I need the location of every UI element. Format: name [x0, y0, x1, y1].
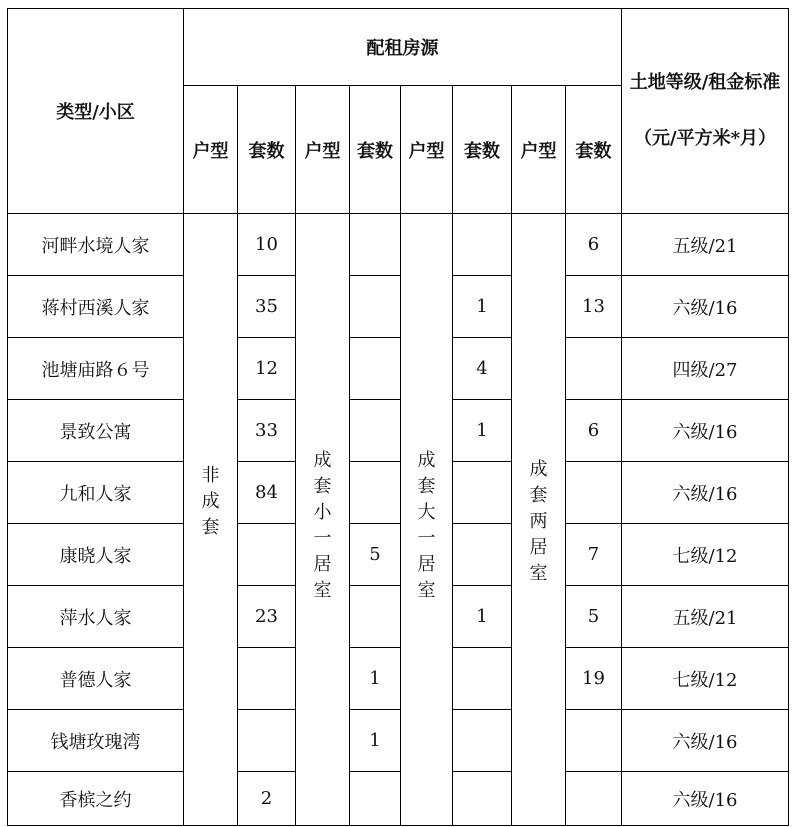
count-big-one-room: 1 [453, 586, 512, 648]
unit-type-char: 非 [201, 464, 220, 486]
count-two-room: 7 [566, 524, 622, 586]
unit-type-char: 居 [417, 553, 436, 575]
unit-type-char: 居 [313, 553, 332, 575]
count-small-one-room: 1 [350, 648, 401, 710]
sub-header-unit-type: 户型 [401, 86, 453, 214]
sub-header-count: 套数 [238, 86, 296, 214]
unit-type-char: 套 [201, 516, 220, 538]
sub-header-count: 套数 [350, 86, 401, 214]
community-name: 萍水人家 [8, 586, 184, 648]
community-name: 钱塘玫瑰湾 [8, 710, 184, 772]
land-rent-standard: 七级/12 [622, 524, 789, 586]
table-row [8, 524, 789, 586]
community-name: 九和人家 [8, 462, 184, 524]
count-big-one-room [453, 648, 512, 710]
count-small-one-room [350, 214, 401, 276]
land-rent-standard: 六级/16 [622, 400, 789, 462]
count-two-room [566, 772, 622, 826]
count-non-full: 35 [238, 276, 296, 338]
count-two-room: 5 [566, 586, 622, 648]
unit-type-char: 套 [529, 484, 548, 506]
unit-type-char: 室 [313, 579, 332, 601]
land-rent-standard: 五级/21 [622, 214, 789, 276]
unit-type-char: 室 [417, 579, 436, 601]
unit-type-char: 小 [313, 501, 332, 523]
count-two-room: 6 [566, 214, 622, 276]
rental-source-header: 配租房源 [184, 9, 622, 86]
sub-header-unit-type: 户型 [512, 86, 566, 214]
land-rent-standard: 六级/16 [622, 710, 789, 772]
count-non-full: 2 [238, 772, 296, 826]
type-community-header: 类型/小区 [8, 9, 184, 214]
table-row [8, 710, 789, 772]
unit-type-char: 成 [313, 449, 332, 471]
count-big-one-room [453, 214, 512, 276]
count-big-one-room: 1 [453, 276, 512, 338]
count-small-one-room [350, 276, 401, 338]
unit-type-two-room [512, 214, 566, 826]
table-row [8, 772, 789, 826]
count-big-one-room [453, 772, 512, 826]
community-name: 康晓人家 [8, 524, 184, 586]
land-rent-standard: 四级/27 [622, 338, 789, 400]
community-name: 蒋村西溪人家 [8, 276, 184, 338]
count-two-room: 6 [566, 400, 622, 462]
table-row [8, 648, 789, 710]
community-name: 景致公寓 [8, 400, 184, 462]
count-non-full [238, 710, 296, 772]
count-big-one-room: 4 [453, 338, 512, 400]
count-small-one-room [350, 338, 401, 400]
count-non-full: 23 [238, 586, 296, 648]
count-big-one-room: 1 [453, 400, 512, 462]
count-small-one-room: 1 [350, 710, 401, 772]
count-two-room [566, 462, 622, 524]
unit-type-char: 成 [529, 458, 548, 480]
rental-housing-table [7, 8, 789, 826]
header-row-top [8, 9, 789, 86]
land-rent-standard: 六级/16 [622, 276, 789, 338]
count-non-full [238, 524, 296, 586]
sub-header-unit-type: 户型 [296, 86, 350, 214]
count-two-room [566, 710, 622, 772]
land-rent-header-line2: （元/平方米*月） [634, 128, 776, 149]
land-rent-header [622, 9, 789, 214]
unit-type-char: 成 [417, 449, 436, 471]
count-two-room: 13 [566, 276, 622, 338]
unit-type-char: 套 [313, 475, 332, 497]
count-non-full: 33 [238, 400, 296, 462]
unit-type-char: 两 [529, 510, 548, 532]
sub-header-count: 套数 [566, 86, 622, 214]
count-non-full: 84 [238, 462, 296, 524]
count-small-one-room [350, 462, 401, 524]
unit-type-char: 套 [417, 475, 436, 497]
table-row [8, 276, 789, 338]
unit-type-char: 一 [313, 527, 332, 549]
unit-type-non-full [184, 214, 238, 826]
community-name: 普德人家 [8, 648, 184, 710]
unit-type-char: 一 [417, 527, 436, 549]
community-name: 池塘庙路６号 [8, 338, 184, 400]
unit-type-char: 居 [529, 536, 548, 558]
unit-type-big-one-room [401, 214, 453, 826]
table-row [8, 338, 789, 400]
table-row [8, 586, 789, 648]
land-rent-header-line1: 土地等级/租金标准 [629, 71, 781, 93]
land-rent-standard: 七级/12 [622, 648, 789, 710]
count-big-one-room [453, 462, 512, 524]
table-row [8, 400, 789, 462]
count-non-full [238, 648, 296, 710]
count-small-one-room [350, 400, 401, 462]
count-small-one-room [350, 586, 401, 648]
table-row [8, 462, 789, 524]
community-name: 香槟之约 [8, 772, 184, 826]
count-small-one-room: 5 [350, 524, 401, 586]
count-big-one-room [453, 524, 512, 586]
count-non-full: 10 [238, 214, 296, 276]
count-two-room [566, 338, 622, 400]
land-rent-standard: 六级/16 [622, 772, 789, 826]
sub-header-unit-type: 户型 [184, 86, 238, 214]
sub-header-count: 套数 [453, 86, 512, 214]
count-two-room: 19 [566, 648, 622, 710]
count-non-full: 12 [238, 338, 296, 400]
unit-type-char: 大 [417, 501, 436, 523]
table-row [8, 214, 789, 276]
count-small-one-room [350, 772, 401, 826]
land-rent-standard: 六级/16 [622, 462, 789, 524]
unit-type-char: 成 [201, 490, 220, 512]
count-big-one-room [453, 710, 512, 772]
unit-type-small-one-room [296, 214, 350, 826]
community-name: 河畔水境人家 [8, 214, 184, 276]
land-rent-standard: 五级/21 [622, 586, 789, 648]
unit-type-char: 室 [529, 562, 548, 584]
